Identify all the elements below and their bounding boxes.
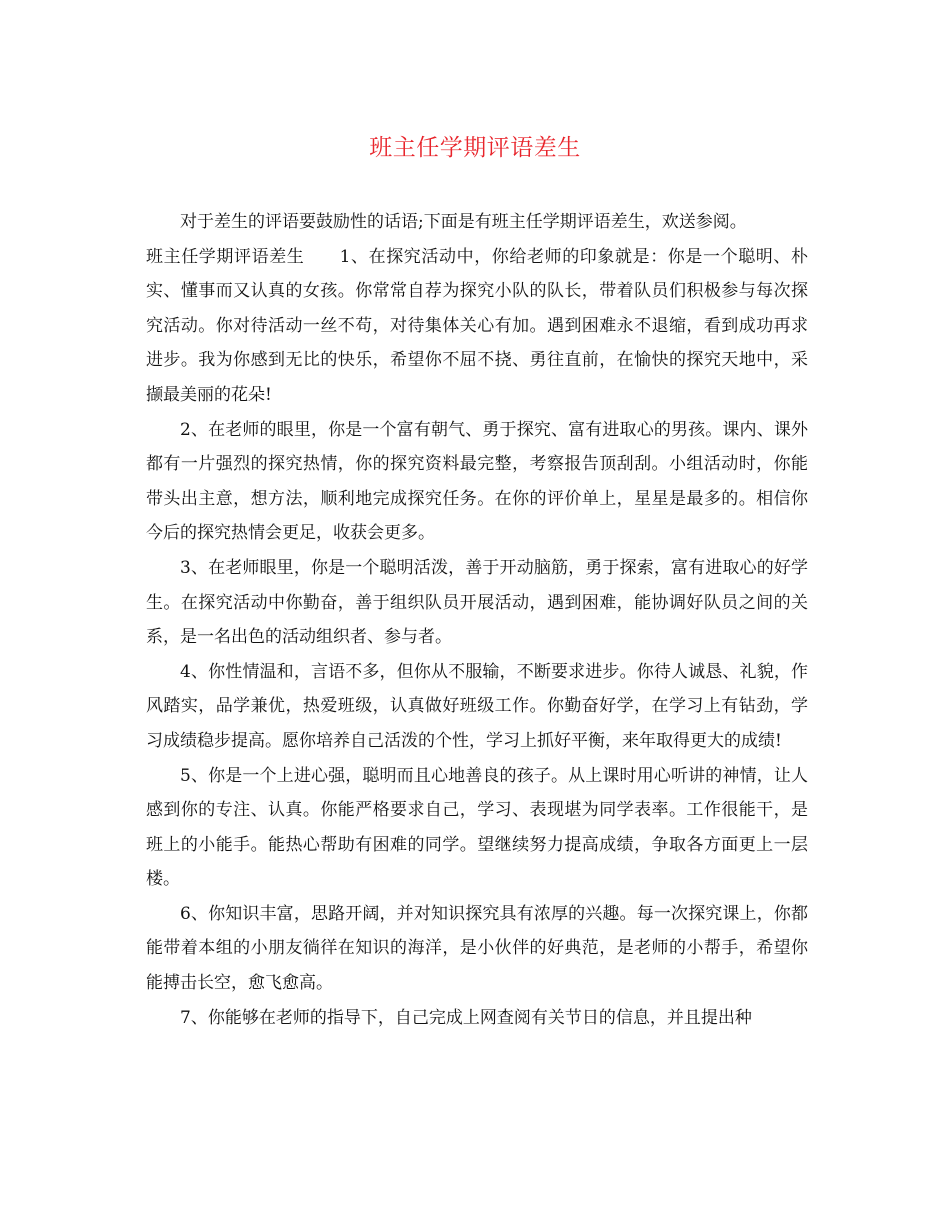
paragraph-comment-2: 2、在老师的眼里，你是一个富有朝气、勇于探究、富有进取心的男孩。课内、课外都有一片强烈的探究热情，你的探究资料最完整，考察报告顶刮刮。小组活动时，你能带头出主意，想方法，顺利地完成探究任务。在你的评价单上，星星是最多的。相信你今后的探究热情会更足，收获会更多。	[146, 419, 808, 544]
document-body	[146, 205, 808, 1035]
paragraph-comment-3: 3、在老师眼里，你是一个聪明活泼，善于开动脑筋，勇于探索，富有进取心的好学生。在探究活动中你勤奋，善于组织队员开展活动，遇到困难，能协调好队员之间的关系，是一名出色的活动组织者、参与者。	[146, 557, 808, 648]
paragraph-comment-7: 7、你能够在老师的指导下，自己完成上网查阅有关节日的信息，并且提出种	[180, 1007, 752, 1028]
paragraph-comment-4: 4、你性情温和，言语不多，但你从不服输，不断要求进步。你待人诚恳、礼貌，作风踏实，品学兼优，热爱班级，认真做好班级工作。你勤奋好学，在学习上有钻劲，学习成绩稳步提高。愿你培养自己活泼的个性，学习上抓好平衡，来年取得更大的成绩!	[146, 661, 808, 751]
paragraph-comment-5: 5、你是一个上进心强，聪明而且心地善良的孩子。从上课时用心听讲的神情，让人感到你的专注、认真。你能严格要求自己，学习、表现堪为同学表率。工作很能干，是班上的小能手。能热心帮助有困难的同学。望继续努力提高成绩，争取各方面更上一层楼。	[146, 765, 808, 890]
paragraph-comment-1: 班主任学期评语差生 1、在探究活动中，你给老师的印象就是：你是一个聪明、朴实、懂事而又认真的女孩。你常常自荐为探究小队的队长，带着队员们积极参与每次探究活动。你对待活动一丝不苟，对待集体关心有加。遇到困难永不退缩，看到成功再求进步。我为你感到无比的快乐，希望你不屈不挠、勇往直前，在愉快的探究天地中，采撷最美丽的花朵!	[146, 246, 808, 405]
paragraph-comment-6: 6、你知识丰富，思路开阔，并对知识探究具有浓厚的兴趣。每一次探究课上，你都能带着本组的小朋友徜徉在知识的海洋，是小伙伴的好典范，是老师的小帮手，希望你能搏击长空，愈飞愈高。	[146, 903, 808, 994]
document-title: 班主任学期评语差生	[369, 135, 581, 161]
paragraph-intro: 对于差生的评语要鼓励性的话语;下面是有班主任学期评语差生，欢送参阅。	[180, 212, 747, 232]
